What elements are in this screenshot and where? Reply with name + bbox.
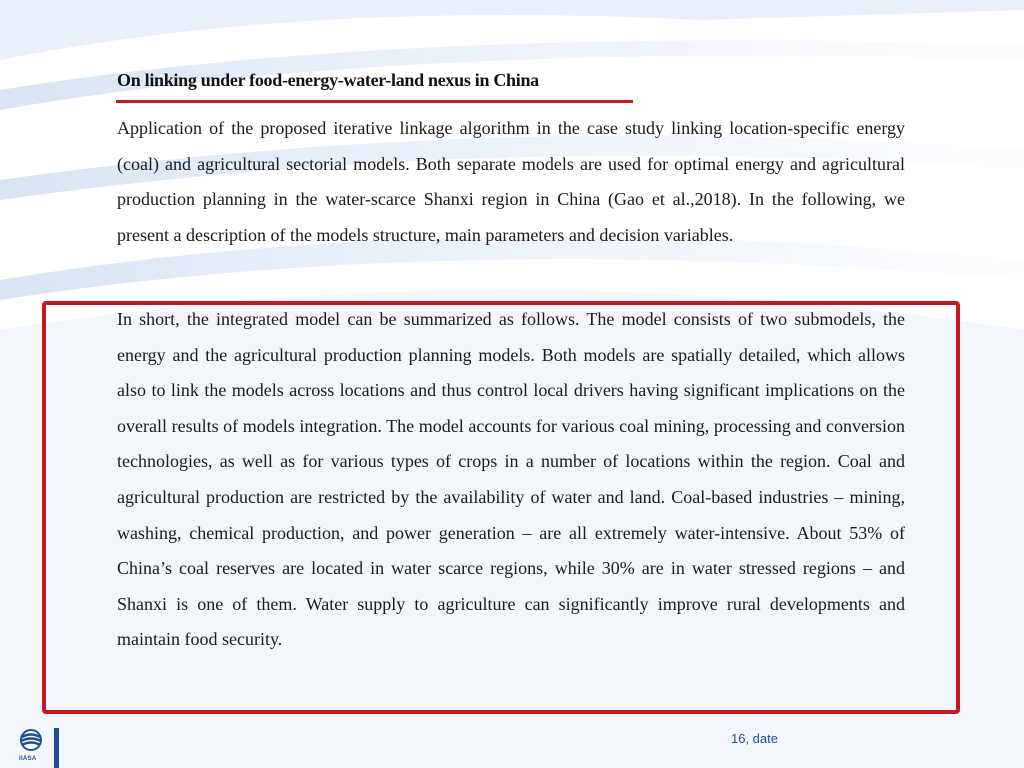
page-number: 16, date bbox=[731, 731, 778, 746]
title-underline bbox=[116, 100, 633, 103]
logo-wordmark: IIASA bbox=[19, 756, 37, 762]
slide-title: On linking under food-energy-water-land nexus in China bbox=[117, 70, 539, 90]
summary-paragraph: In short, the integrated model can be summarized as follows. The model consists of two submodels, the energy and the agricultural production planning models. Both models are spatially detailed, which allows also to link the models across locations and thus control local drivers having significant implications on the overall results of models integration. The model accounts for various coal mining, processing and conversion technologies, as well as for various types of crops in a number of locations within the region. Coal and agricultural production are restricted by the availability of water and land. Coal-based industries – mining, washing, chemical production, and power generation – are all extremely water-intensive. About 53% of China’s coal reserves are located in water scarce regions, while 30% are in water stressed regions – and Shanxi is one of them. Water supply to agriculture can significantly improve rural developments and maintain food security. bbox=[117, 309, 905, 650]
slide-title-container bbox=[117, 70, 539, 91]
logo-bar bbox=[54, 728, 59, 768]
intro-paragraph: Application of the proposed iterative linkage algorithm in the case study linking location-specific energy (coal) and agricultural sectorial models. Both separate models are used for optimal energy and agricultural production planning in the water-scarce Shanxi region in China (Gao et al.,2018). In the following, we present a description of the models structure, main parameters and decision variables. bbox=[117, 118, 905, 245]
